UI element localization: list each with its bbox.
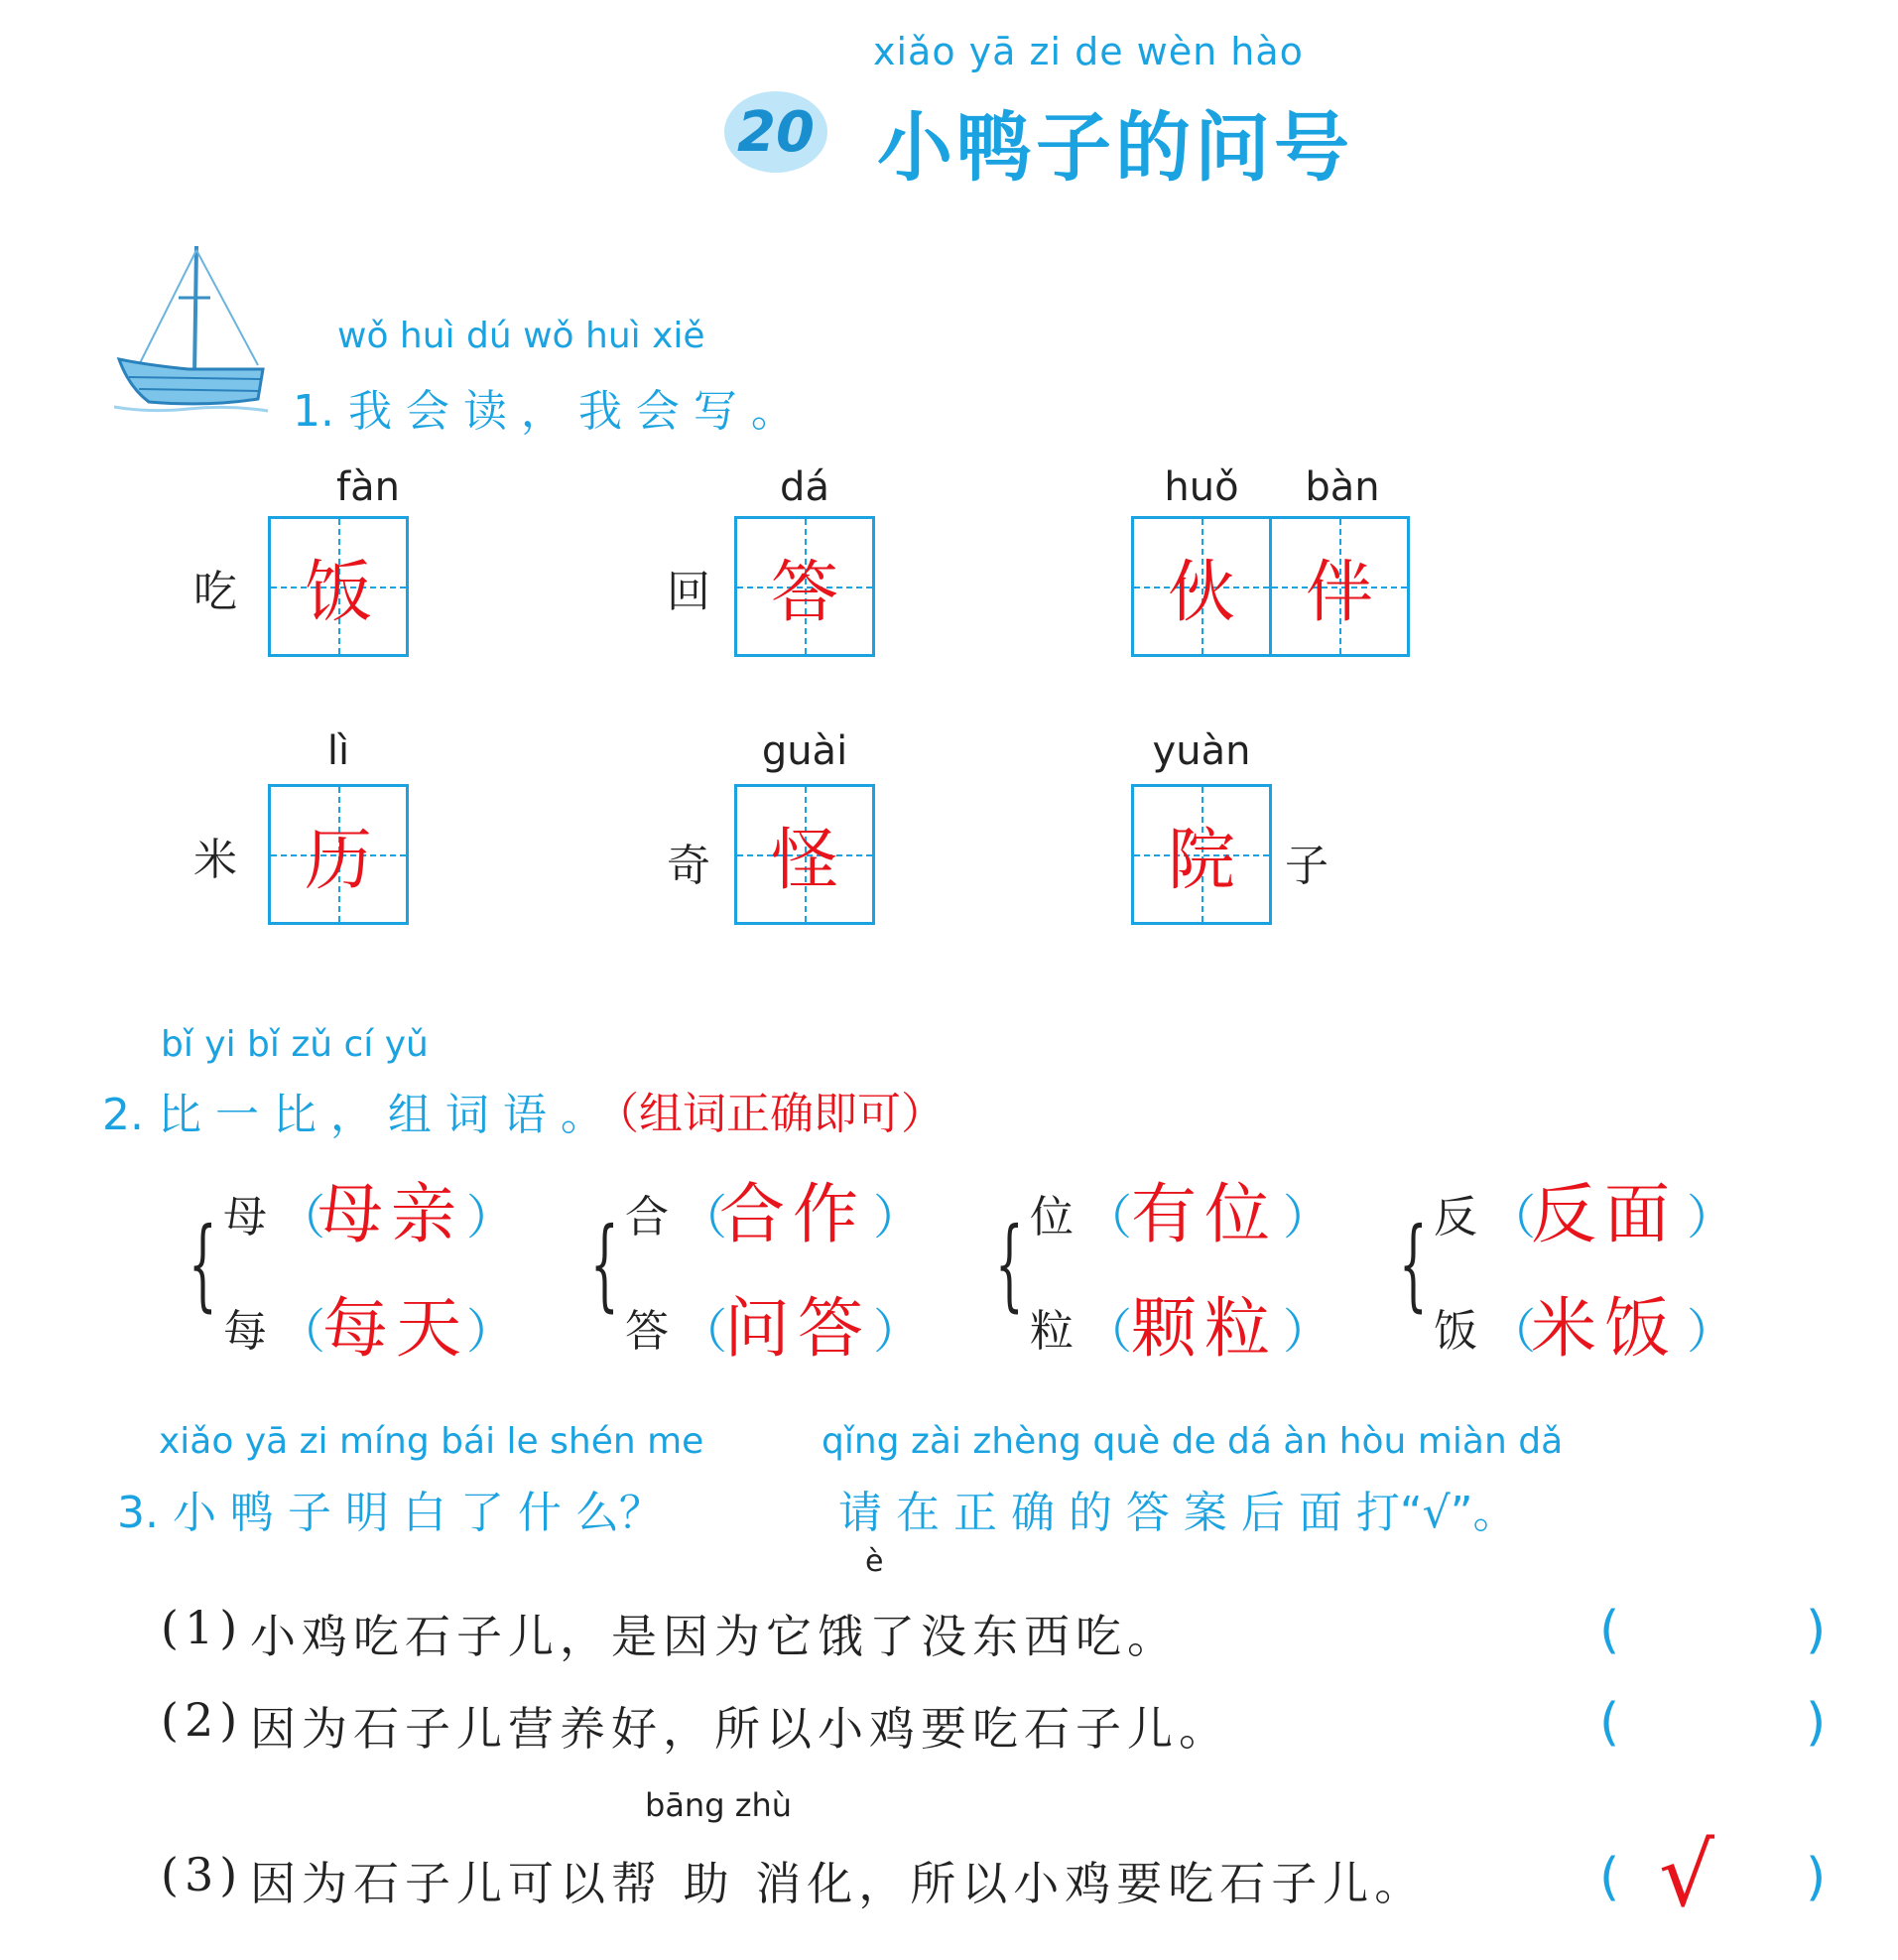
paren-close: ） — [1283, 1190, 1331, 1245]
question-label: (1) — [161, 1601, 244, 1654]
character-pinyin: è — [865, 1544, 884, 1579]
question-text: 小鸡吃石子儿，是因为它饿了没东西吃。 — [250, 1610, 1179, 1663]
brace-icon: { — [189, 1206, 217, 1322]
section2-heading: 2. 比 一 比 ， 组 词 语 。 — [102, 1090, 604, 1140]
word-answer: 母亲 — [317, 1176, 464, 1252]
compare-char: 粒 — [1030, 1306, 1074, 1357]
answer-note: （组词正确即可） — [595, 1089, 945, 1139]
word-answer: 米饭 — [1531, 1290, 1678, 1367]
item-prefix: 回 — [667, 567, 710, 617]
compare-char: 答 — [625, 1306, 669, 1357]
sailboat-icon — [109, 238, 273, 417]
written-answer: 答 — [770, 553, 838, 632]
word-pinyin: bāng zhù — [645, 1786, 793, 1824]
paren-open: （ — [1488, 1304, 1537, 1360]
item-pinyin: guài — [761, 728, 848, 774]
written-answer: 历 — [304, 821, 372, 900]
compare-char: 合 — [625, 1192, 669, 1242]
item-prefix: 米 — [193, 835, 237, 885]
question-label: (3) — [161, 1848, 244, 1901]
paren-open: ( — [1599, 1601, 1620, 1660]
word-answer: 问答 — [724, 1290, 871, 1367]
lesson-number-badge: 20 — [724, 91, 827, 173]
checkmark-icon[interactable]: √ — [1659, 1824, 1715, 1926]
word-answer: 每天 — [322, 1290, 469, 1367]
written-answer: 伴 — [1305, 553, 1373, 632]
writing-box[interactable] — [1269, 516, 1410, 657]
compare-char: 母 — [223, 1192, 267, 1242]
title-pinyin: xiǎo yā zi de wèn hào — [873, 30, 1304, 73]
section3-heading-right: 请 在 正 确 的 答 案 后 面 打“√”。 — [838, 1488, 1517, 1538]
paren-close: ) — [1806, 1693, 1827, 1753]
paren-close: ） — [1687, 1190, 1735, 1245]
writing-box[interactable] — [734, 784, 875, 925]
item-pinyin: fàn — [336, 464, 400, 510]
page-title: 小鸭子的问号 — [877, 103, 1353, 192]
paren-close: ） — [466, 1190, 515, 1245]
item-prefix: 奇 — [667, 841, 710, 891]
section1-heading: 1. 我 会 读 ， 我 会 写 。 — [293, 386, 795, 437]
written-answer: 伙 — [1167, 553, 1235, 632]
paren-open: ( — [1599, 1848, 1620, 1907]
section3-heading-left: 3. 小 鸭 子 明 白 了 什 么？ — [117, 1488, 663, 1538]
question-text: 因为石子儿可以帮 助 消化，所以小鸡要吃石子儿。 — [250, 1857, 1427, 1910]
question-label: (2) — [161, 1693, 244, 1747]
paren-open: （ — [1488, 1190, 1537, 1245]
question-text: 因为石子儿营养好，所以小鸡要吃石子儿。 — [250, 1702, 1230, 1756]
paren-close: ） — [873, 1304, 922, 1360]
word-answer: 有位 — [1131, 1176, 1278, 1252]
answer-slot[interactable] — [1647, 1593, 1796, 1662]
item-pinyin: yuàn — [1152, 728, 1251, 774]
compare-char: 饭 — [1434, 1306, 1477, 1357]
item-pinyin: dá — [780, 464, 829, 510]
section1-pinyin: wǒ huì dú wǒ huì xiě — [337, 316, 705, 356]
paren-open: （ — [680, 1190, 728, 1245]
section3-pinyin-right: qǐng zài zhèng què de dá àn hòu miàn dǎ — [822, 1421, 1564, 1462]
brace-icon: { — [590, 1206, 619, 1322]
paren-open: （ — [278, 1190, 326, 1245]
paren-open: （ — [680, 1304, 728, 1360]
compare-char: 位 — [1030, 1192, 1074, 1242]
writing-box[interactable] — [268, 784, 409, 925]
item-prefix: 吃 — [193, 567, 237, 617]
paren-close: ） — [873, 1190, 922, 1245]
word-answer: 反面 — [1531, 1176, 1678, 1252]
section3-pinyin-left: xiǎo yā zi míng bái le shén me — [159, 1421, 704, 1462]
paren-open: ( — [1599, 1693, 1620, 1753]
paren-open: （ — [278, 1304, 326, 1360]
brace-icon: { — [1399, 1206, 1428, 1322]
paren-close: ） — [1687, 1304, 1735, 1360]
paren-close: ） — [1283, 1304, 1331, 1360]
paren-close: ) — [1806, 1601, 1827, 1660]
written-answer: 院 — [1167, 821, 1235, 900]
section2-pinyin: bǐ yi bǐ zǔ cí yǔ — [161, 1024, 429, 1065]
item-pinyin: bàn — [1305, 464, 1380, 510]
writing-box[interactable] — [1131, 784, 1272, 925]
paren-open: （ — [1084, 1190, 1133, 1245]
word-answer: 合作 — [719, 1176, 866, 1252]
compare-char: 反 — [1434, 1192, 1477, 1242]
writing-box[interactable] — [734, 516, 875, 657]
answer-slot[interactable] — [1647, 1685, 1796, 1755]
writing-box[interactable] — [268, 516, 409, 657]
written-answer: 饭 — [304, 553, 372, 632]
word-answer: 颗粒 — [1131, 1290, 1278, 1367]
item-pinyin: huǒ — [1164, 464, 1239, 510]
item-suffix: 子 — [1285, 841, 1329, 891]
paren-open: （ — [1084, 1304, 1133, 1360]
paren-close: ) — [1806, 1848, 1827, 1907]
item-pinyin: lì — [326, 728, 350, 774]
paren-close: ） — [466, 1304, 515, 1360]
written-answer: 怪 — [770, 821, 838, 900]
brace-icon: { — [995, 1206, 1024, 1322]
compare-char: 每 — [223, 1306, 267, 1357]
writing-box[interactable] — [1131, 516, 1272, 657]
